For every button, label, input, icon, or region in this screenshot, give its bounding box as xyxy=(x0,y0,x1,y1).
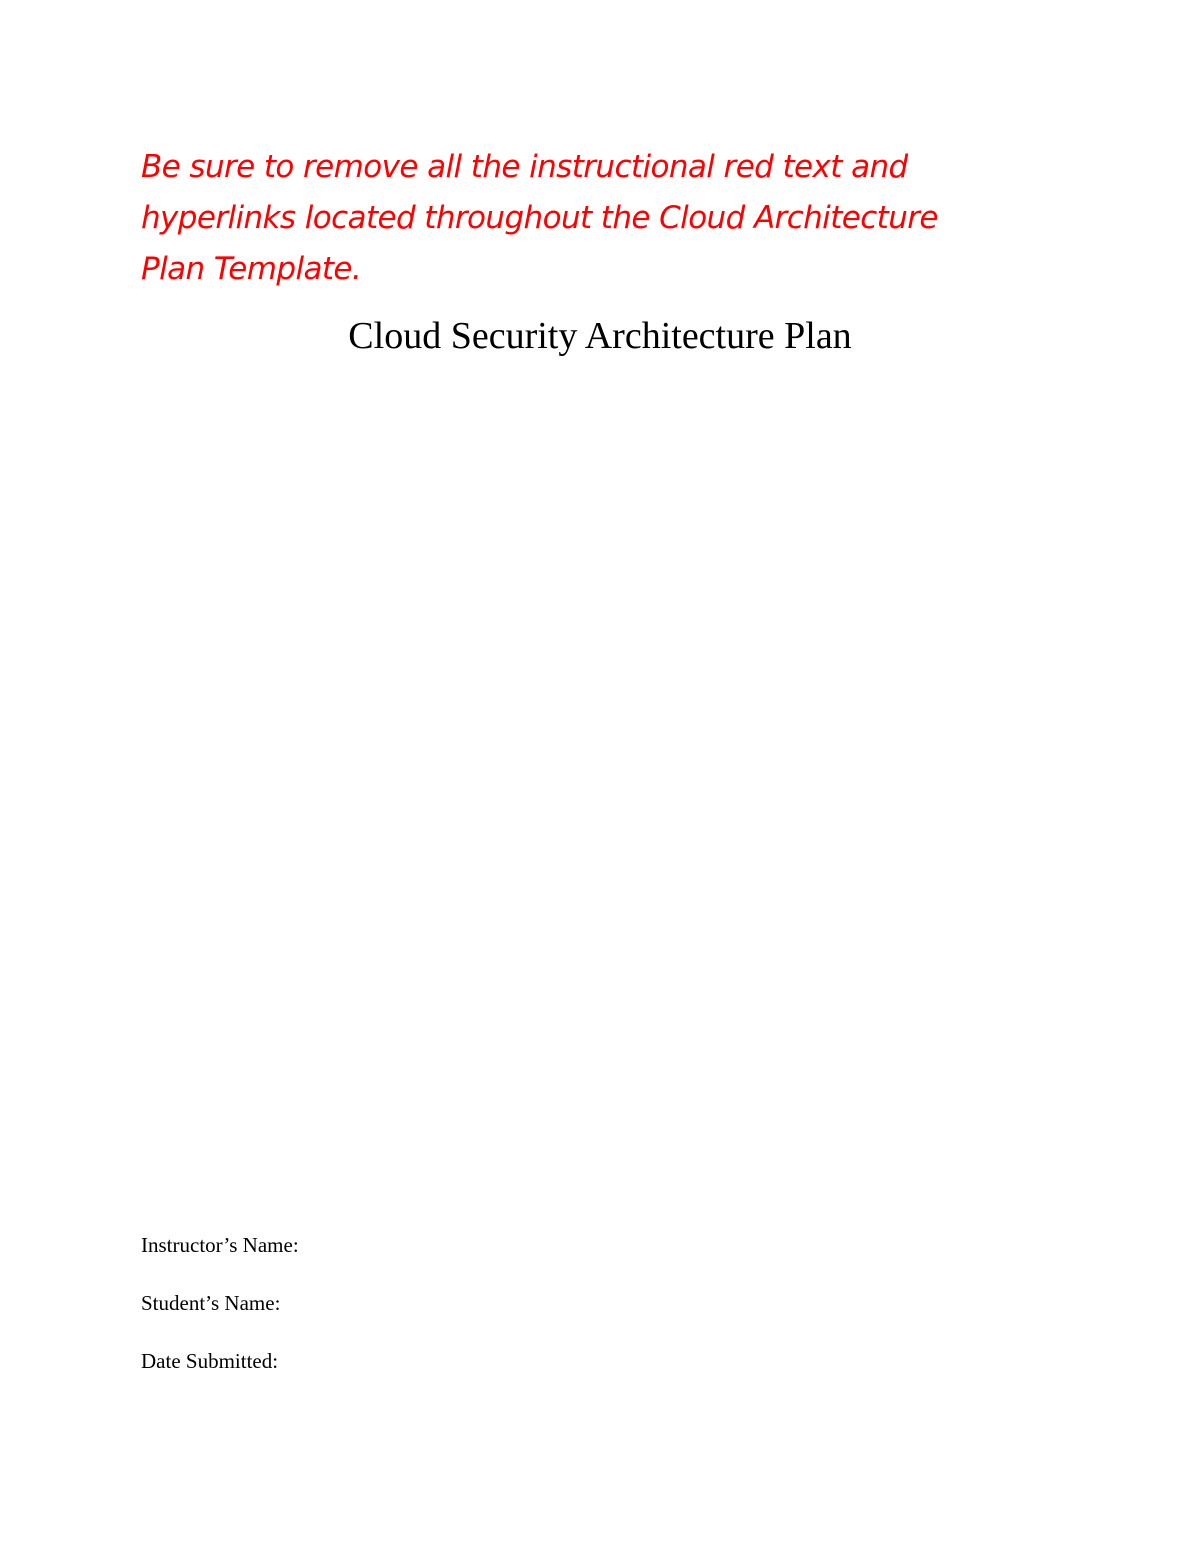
instructor-name-label: Instructor’s Name: xyxy=(141,1233,299,1257)
instruction-line-2: hyperlinks located throughout the Cloud Architecture xyxy=(141,200,938,236)
date-submitted-label: Date Submitted: xyxy=(141,1349,279,1373)
instruction-line-1: Be sure to remove all the instructional red text and xyxy=(141,149,908,185)
student-name-label: Student’s Name: xyxy=(141,1291,281,1315)
instruction-line-3: Plan Template. xyxy=(141,251,362,287)
document-title: Cloud Security Architecture Plan xyxy=(348,315,852,357)
instruction-note xyxy=(141,142,1041,295)
